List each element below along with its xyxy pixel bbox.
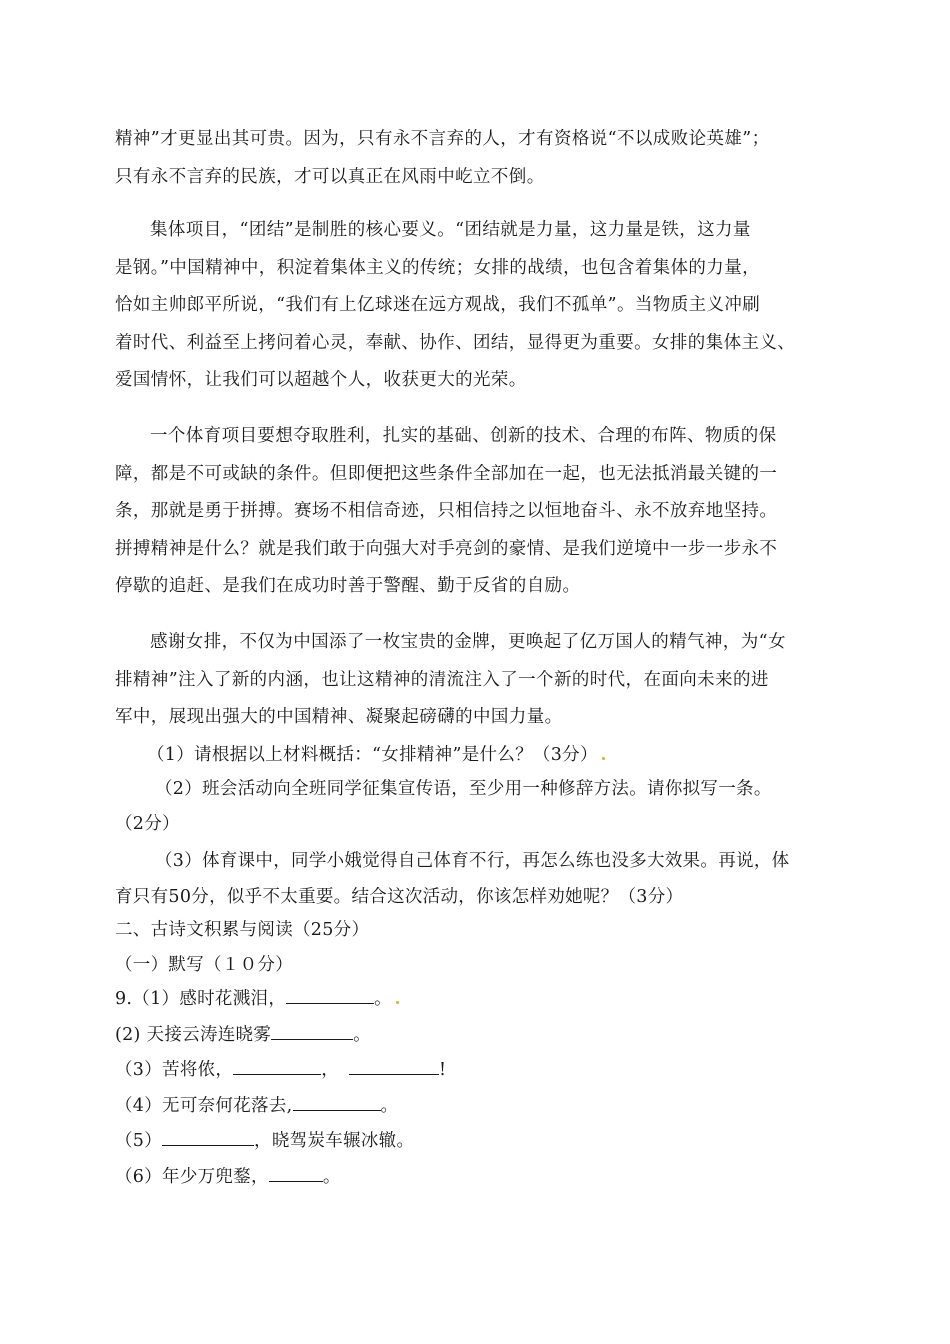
item-2-end: 。 bbox=[353, 1025, 371, 1045]
answer-blank[interactable] bbox=[269, 1163, 323, 1182]
answer-blank[interactable] bbox=[271, 1021, 353, 1040]
text-line: 障，都是不可或缺的条件。但即便把这些条件全部加在一起，也无法抵消最关键的一 bbox=[115, 463, 778, 484]
text-line: 爱国情怀，让我们可以超越个人，收获更大的光荣。 bbox=[115, 370, 527, 390]
item-5-end: ，晓驾炭车辗冰辙。 bbox=[254, 1131, 415, 1151]
text-line: 是钢。”中国精神中，积淀着集体主义的传统；女排的战绩，也包含着集体的力量， bbox=[115, 257, 760, 278]
item-3-mid: ， bbox=[321, 1060, 340, 1080]
dictation-item-1 bbox=[115, 983, 840, 1015]
answer-blank[interactable] bbox=[162, 1127, 254, 1146]
text-line: 停歇的追赶、是我们在成功时善于警醒、勤于反省的自励。 bbox=[115, 576, 581, 596]
question-3-line-2 bbox=[115, 881, 840, 913]
question-3-line-1 bbox=[115, 845, 880, 877]
item-5-prompt: （5） bbox=[115, 1131, 163, 1151]
text-line: 集体项目，“团结”是制胜的核心要义。“团结就是力量，这力量是铁，这力量 bbox=[150, 220, 751, 240]
text-line: 一个体育项目要想夺取胜利，扎实的基础、创新的技术、合理的布阵、物质的保 bbox=[150, 426, 777, 446]
answer-blank[interactable] bbox=[233, 1056, 321, 1075]
paragraph-3 bbox=[115, 418, 840, 606]
section-2-title: 二、古诗文积累与阅读（25分） bbox=[115, 920, 370, 940]
text-line: 只有永不言弃的民族，才可以真正在风雨中屹立不倒。 bbox=[115, 166, 545, 187]
text-line: 感谢女排，不仅为中国添了一枚宝贵的金牌，更唤起了亿万国人的精气神，为“女 bbox=[150, 632, 786, 652]
text-line: 条，那就是勇于拼搏。赛场不相信奇迹，只相信持之以恒地奋斗、永不放弃地坚持。 bbox=[115, 501, 778, 521]
text-line: 军中，展现出强大的中国精神、凝聚起磅礴的中国力量。 bbox=[115, 707, 563, 727]
paragraph-2 bbox=[115, 212, 840, 400]
text-line: 拼搏精神是什么？就是我们敢于向强大对手亮剑的豪情、是我们逆境中一步一步永不 bbox=[115, 538, 778, 559]
decorative-dot bbox=[602, 757, 605, 760]
item-2-prompt: (2) 天接云涛连晓雾 bbox=[115, 1025, 272, 1045]
question-1-text: （1）请根据以上材料概括：“女排精神”是什么？（3分） bbox=[147, 745, 598, 765]
dictation-item-6 bbox=[115, 1161, 840, 1193]
answer-blank[interactable] bbox=[293, 1092, 381, 1111]
question-2-line-1 bbox=[115, 773, 880, 805]
question-2-points: （2分） bbox=[115, 814, 180, 834]
item-4-prompt: （4）无可奈何花落去, bbox=[115, 1096, 293, 1116]
paragraph-4 bbox=[115, 624, 840, 737]
item-6-end: 。 bbox=[322, 1167, 341, 1187]
item-3-end: ! bbox=[439, 1060, 447, 1080]
text-line: 恰如主帅郎平所说，“我们有上亿球迷在远方观战，我们不孤单”。当物质主义冲刷 bbox=[115, 295, 761, 315]
section-heading bbox=[115, 914, 840, 946]
paragraph-1 bbox=[115, 121, 840, 196]
answer-blank[interactable] bbox=[349, 1056, 439, 1075]
answer-blank[interactable] bbox=[286, 985, 374, 1004]
question-2-text: （2）班会活动向全班同学征集宣传语，至少用一种修辞方法。请你拟写一条。 bbox=[155, 779, 772, 799]
question-3-text: （3）体育课中，同学小娥觉得自己体育不行，再怎么练也没多大效果。再说，体 bbox=[155, 851, 790, 871]
dictation-item-5 bbox=[115, 1125, 840, 1157]
subsection-heading bbox=[115, 949, 840, 981]
dictation-item-4 bbox=[115, 1090, 840, 1122]
subsection-1-title: （一）默写（１０分） bbox=[115, 955, 293, 975]
decorative-dot bbox=[396, 1001, 399, 1004]
item-1-prompt: 9.（1）感时花溅泪， bbox=[115, 989, 287, 1009]
question-1 bbox=[115, 739, 872, 771]
item-1-end: 。 bbox=[374, 989, 392, 1009]
dictation-item-3 bbox=[115, 1054, 840, 1086]
text-line: 精神”才更显出其可贵。因为，只有永不言弃的人，才有资格说“不以成败论英雄”； bbox=[115, 129, 770, 149]
text-line: 排精神”注入了新的内涵，也让这精神的清流注入了一个新的时代，在面向未来的进 bbox=[115, 669, 769, 690]
item-3-prompt: （3）苦将侬， bbox=[115, 1060, 234, 1080]
dictation-item-2 bbox=[115, 1019, 840, 1051]
item-4-end: 。 bbox=[380, 1096, 399, 1116]
question-2-line-2 bbox=[115, 808, 840, 840]
text-line: 着时代、利益至上拷问着心灵，奉献、协作、团结，显得更为重要。女排的集体主义、 bbox=[115, 332, 796, 353]
question-3-text-cont: 育只有50分，似乎不太重要。结合这次活动，你该怎样劝她呢？（3分） bbox=[115, 887, 684, 907]
item-6-prompt: （6）年少万兜鍪， bbox=[115, 1167, 269, 1187]
